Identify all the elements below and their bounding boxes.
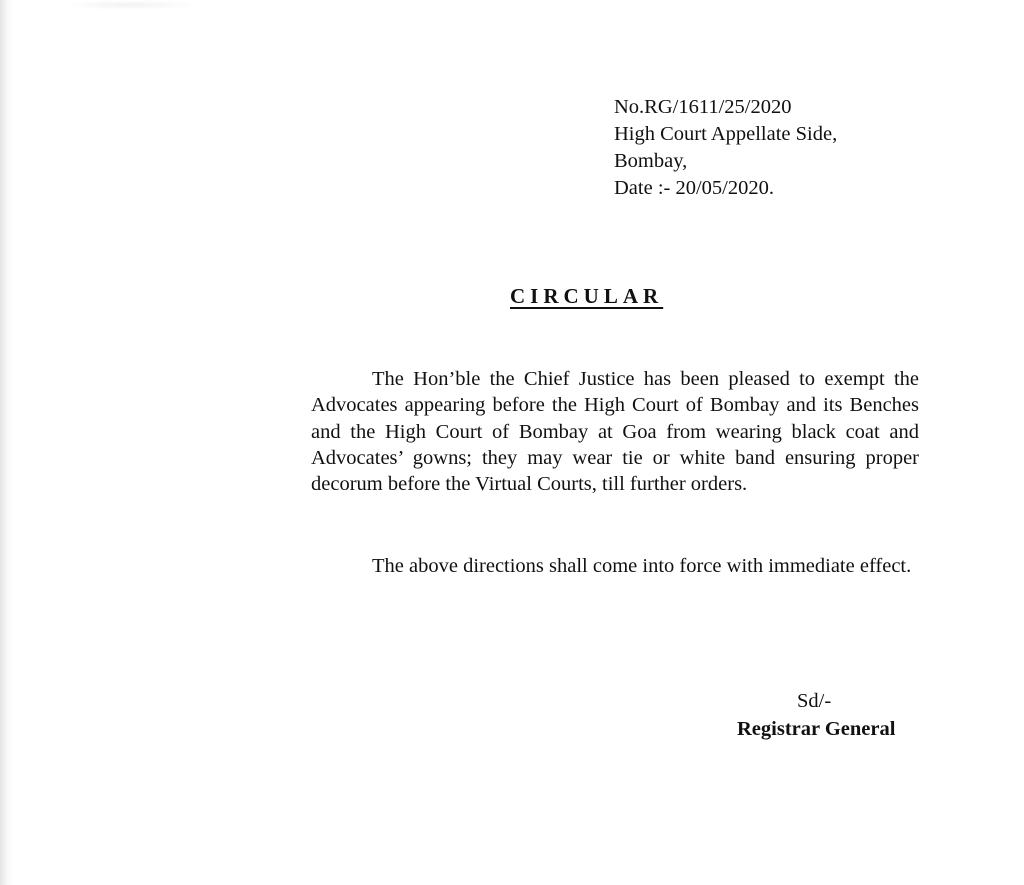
date-line: Date :- 20/05/2020.	[614, 177, 774, 199]
page-top-smudge	[60, 0, 200, 10]
signature-sd: Sd/-	[797, 690, 832, 712]
issuer-line: High Court Appellate Side,	[614, 123, 838, 145]
page-left-shadow	[0, 0, 12, 885]
circular-title: CIRCULAR	[510, 284, 664, 308]
body-paragraph-1: The Hon’ble the Chief Justice has been pleased to exempt the Advocates appearing before the High Court of Bombay and its Benches and the High Court of Bombay at Goa from wearing black coat and Advocates’ gowns; they may wear tie or white band ensuring proper decorum before the Virtual Courts, till further orders.	[311, 368, 919, 496]
reference-number: No.RG/1611/25/2020	[614, 96, 792, 118]
body-paragraph-2: The above directions shall come into force with immediate effect.	[372, 555, 912, 577]
reference-block	[614, 94, 934, 202]
city-line: Bombay,	[614, 150, 688, 172]
signatory-designation: Registrar General	[737, 718, 896, 740]
